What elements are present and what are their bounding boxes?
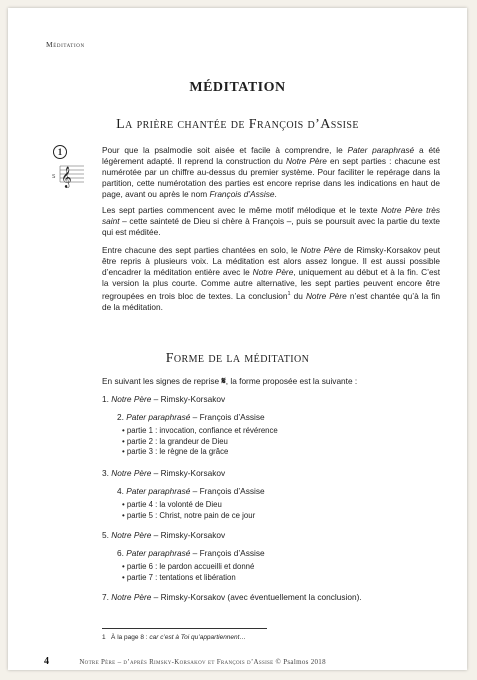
section-title-forme: Forme de la méditation — [165, 351, 310, 366]
sub-list-item: • partie 5 : Christ, notre pain de ce jour — [122, 510, 256, 520]
page-number: 4 — [44, 656, 50, 667]
part-number-staff-marker — [50, 144, 86, 194]
sub-list-item: • partie 6 : le pardon accueilli et donné — [122, 562, 255, 571]
page-title: MÉDITATION — [189, 80, 286, 95]
sub-list-item: • partie 3 : le règne de la grâce — [122, 447, 229, 457]
sub-list-item: • partie 4 : la volonté de Dieu — [122, 500, 222, 509]
sub-list-item: • partie 7 : tentations et libération — [122, 572, 236, 582]
list-item: 1. Notre Père – Rimsky-Korsakov — [102, 394, 226, 404]
sub-list — [122, 500, 255, 521]
running-head: Méditation — [46, 40, 85, 49]
list-item: 3. Notre Père – Rimsky-Korsakov — [102, 468, 226, 478]
segno-icon: 𝄋 — [221, 376, 226, 387]
list-item: 4. Pater paraphrasé – François d’Assise — [117, 486, 265, 496]
music-staff-icon — [50, 144, 86, 194]
list-item: 2. Pater paraphrasé – François d’Assise — [117, 412, 265, 422]
document-page — [8, 8, 467, 670]
footnote-ref: 1 — [287, 291, 291, 297]
treble-clef-icon: 𝄞 — [61, 167, 72, 188]
list-item: 6. Pater paraphrasé – François d’Assise — [117, 548, 265, 558]
paragraph-3: Entre chacune des sept parties chantées en solo, le Notre Père de Rimsky-Korsakov peut être repris à plusieurs voix. La méditation est alors assez longue. Il est aussi possible d’encadrer la méditation entière avec le Notre Père, uniquement au début et à la fin. C’est la version la plus courte. Comme autre alternative, les sept parties peuvent encore être regroupées en trois bloc de textes. La conclusion$^1$ du Notre Père n’est chantée qu’à la fin de la méditation. — [102, 245, 441, 312]
sub-list-item: • partie 2 : la grandeur de Dieu — [122, 436, 228, 446]
staff-label: S — [52, 174, 56, 180]
section-title-priere: La prière chantée de François d’Assise — [116, 117, 359, 132]
list-item: 5. Notre Père – Rimsky-Korsakov — [102, 530, 226, 540]
sub-list-item: • partie 1 : invocation, confiance et révérence — [122, 426, 278, 435]
sub-list — [122, 426, 278, 458]
paragraph-1: Pour que la psalmodie soit aisée et facile à comprendre, le Pater paraphrasé a été légèrement adapté. Il reprend la construction du Notre Père en sept parties : chacune est numérotée par un chiffre au-dessus du premier système. Pour faciliter le repérage dans la partition, cette numérotation des parties est encore reprise dans les indications en haut de page, avant ou après le nom François d’Assise. — [102, 145, 441, 199]
paragraph-2: Les sept parties commencent avec le même motif mélodique et le texte Notre Père très saint – cette sainteté de Dieu si chère à François –, puis se poursuit avec la partie du texte qui est méditée. — [102, 205, 440, 237]
page-footer: 4 Notre Père – d’après Rimsky-Korsakov et François d’Assise © Psalmos 2018 — [44, 656, 326, 667]
list-item: 7. Notre Père – Rimsky-Korsakov (avec éventuellement la conclusion). — [102, 592, 362, 602]
sub-list — [122, 562, 254, 583]
part-number: 1 — [57, 147, 63, 157]
footnote: 1 À la page 8 : car c’est à Toi qu’appartiennent… — [102, 634, 246, 641]
form-intro: En suivant les signes de reprise 𝄋, la forme proposée est la suivante : — [102, 376, 358, 387]
footnote-divider — [102, 628, 267, 629]
